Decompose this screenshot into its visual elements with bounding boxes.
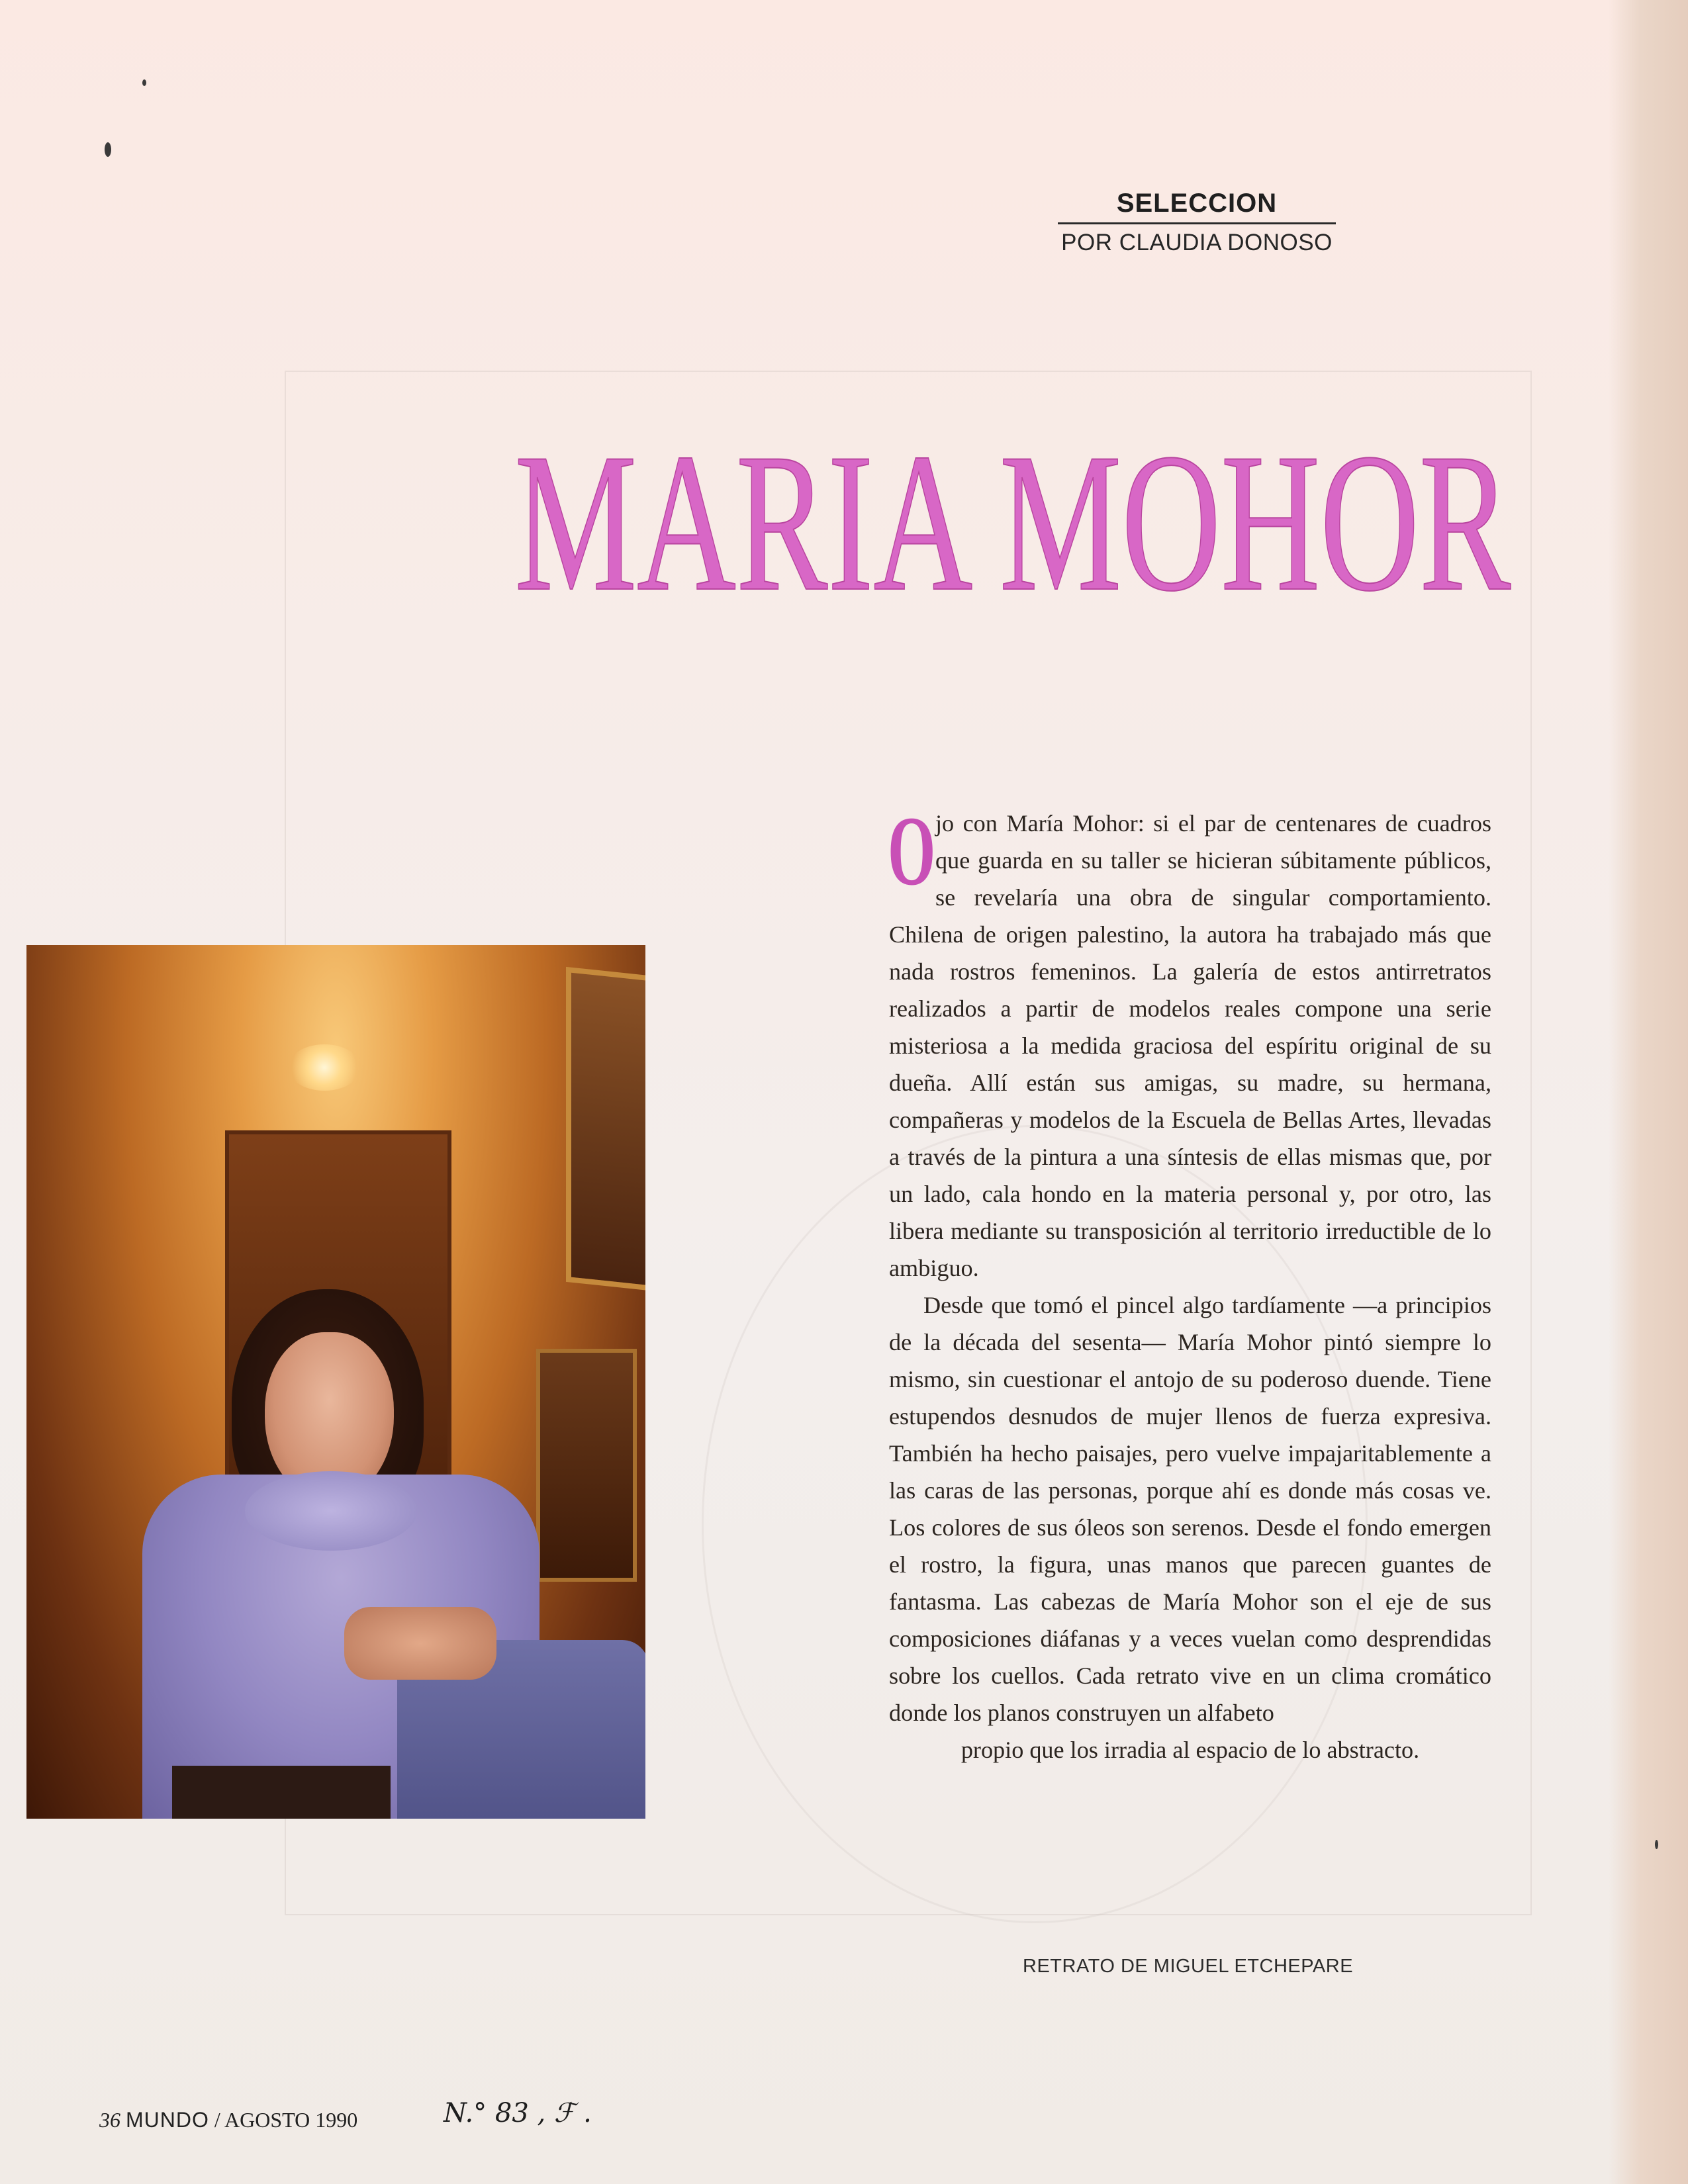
paragraph-2: Desde que tomó el pincel algo tardíamente —a principios de la década del sesenta— María Mohor pintó siempre lo mismo, sin cuestionar el antojo de su poderoso duende. Tiene estupendos desnudos de mujer llenos de fuerza expresiva. También ha hecho paisajes, pero vuelve impajaritablemente a las caras de las personas, porque ahí es donde más cosas ve. Los colores de sus óleos son serenos. Desde el fondo emergen el rostro, la figura, unas manos que parecen guantes de fantasma. Las cabezas de María Mohor son el eje de sus composiciones diáfanas y a veces vuelan como desprendidas sobre los cuellos. Cada retrato vive en un clima cromático donde los planos construyen un alfabeto: [889, 1292, 1491, 1726]
photo-wall-painting-lower: [536, 1349, 637, 1582]
scan-speck: [142, 79, 146, 86]
paragraph-2-last-line: propio que los irradia al espacio de lo abstracto.: [961, 1737, 1420, 1763]
drop-cap: O: [888, 796, 936, 906]
headline-svg: [510, 390, 1516, 615]
scan-speck: [1655, 1840, 1658, 1849]
photo-lamp: [288, 1044, 361, 1091]
photo-subject-hands: [344, 1607, 496, 1680]
photo-subject-collar: [245, 1471, 417, 1551]
portrait-photo: [26, 945, 645, 1819]
page-number: 36: [99, 2108, 120, 2132]
article-headline: [510, 390, 1516, 615]
photo-credit: RETRATO DE MIGUEL ETCHEPARE: [1023, 1956, 1354, 1977]
photo-wall-painting: [566, 967, 645, 1291]
handwritten-annotation: N.° 83 , ℱ .: [444, 2098, 592, 2128]
magazine-name: MUNDO: [126, 2108, 209, 2132]
folio-separator: /: [214, 2108, 220, 2132]
article-body: [889, 748, 1491, 1768]
paragraph-1-text: jo con María Mohor: si el par de centenares de cuadros que guarda en su taller se hicieran súbitamente públicos, se revelaría una obra de singular comportamiento. Chilena de origen palestino, la autora ha trabajado más que nada rostros femeninos. La galería de estos antirretratos realizados a partir de modelos reales compone una serie misteriosa a la medida graciosa del espíritu original de su dueña. Allí están sus amigas, su madre, su hermana, compañeras y modelos de la Escuela de Bellas Artes, llevadas a través de la pintura a una síntesis de ellas mismas que, por un lado, cala hondo en la materia personal y, por otro, las libera mediante su transposición al territorio irreductible de lo ambiguo.: [889, 810, 1491, 1281]
headline-text: MARIA MOHOR: [514, 412, 1512, 615]
paragraph-1: [888, 796, 1491, 1287]
scan-speck: [105, 142, 111, 157]
author-byline: POR CLAUDIA DONOSO: [1061, 230, 1333, 255]
section-title: SELECCION: [1058, 189, 1336, 224]
issue-date: AGOSTO 1990: [224, 2108, 358, 2132]
dropcap-spacer: [889, 748, 1491, 805]
photo-subject-pants: [172, 1766, 391, 1819]
page-folio: [99, 2108, 496, 2132]
section-header: [1058, 189, 1336, 256]
paper-edge-shadow: [1609, 0, 1688, 2184]
